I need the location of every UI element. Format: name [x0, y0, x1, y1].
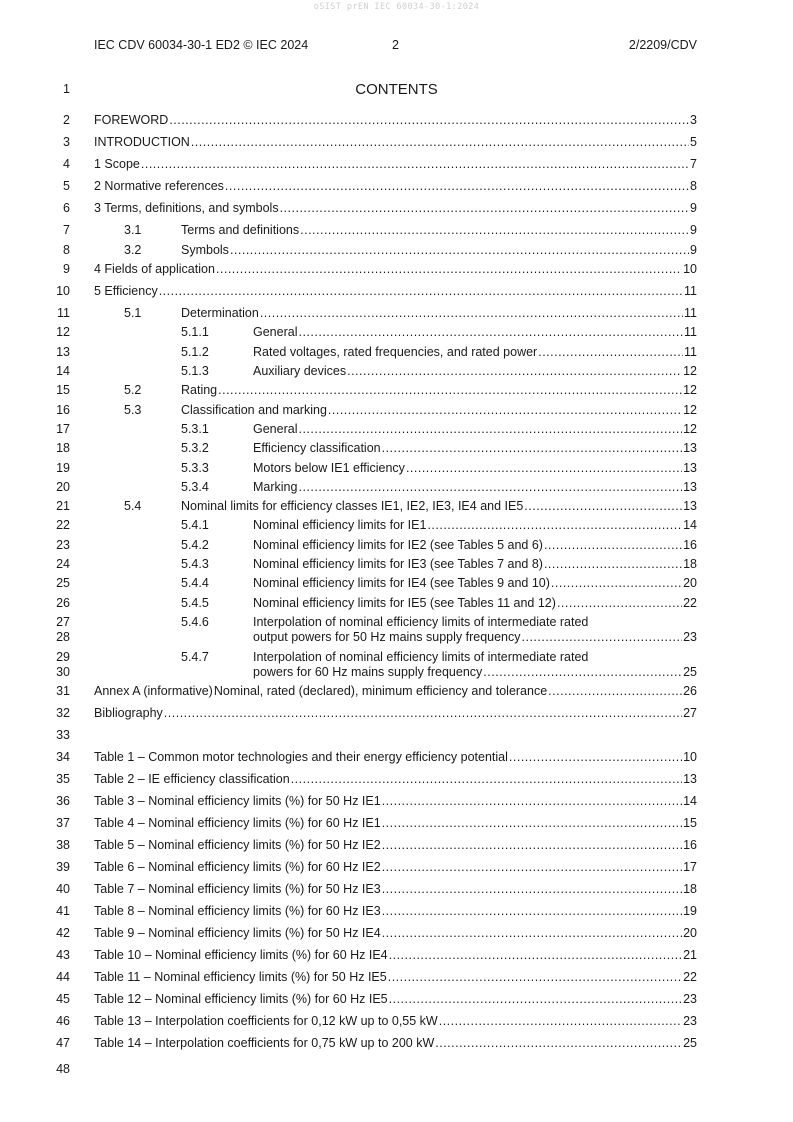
table-title: Table 7 – Nominal efficiency limits (%) for 50 Hz IE3 — [94, 882, 381, 896]
toc-page: 11 — [684, 325, 697, 339]
toc-title: Terms and definitions — [181, 223, 300, 237]
table-title: Table 1 – Common motor technologies and their energy efficiency potential — [94, 750, 508, 764]
line-number: 21 — [56, 499, 70, 513]
toc-page: 20 — [683, 576, 697, 590]
table-page: 17 — [683, 860, 697, 874]
toc-title: Nominal efficiency limits for IE3 (see Tables 7 and 8) — [253, 557, 543, 571]
dot-leader — [260, 306, 683, 320]
toc-title: Annex A (informative) — [94, 684, 213, 698]
toc-page: 25 — [683, 665, 697, 679]
dot-leader — [557, 596, 682, 610]
toc-page: 10 — [683, 262, 697, 276]
dot-leader — [382, 904, 682, 918]
toc-title: General — [253, 325, 298, 339]
line-number: 47 — [56, 1036, 70, 1050]
line-number: 16 — [56, 403, 70, 417]
line-number: 35 — [56, 772, 70, 786]
toc-title: Nominal efficiency limits for IE2 (see Tables 5 and 6) — [253, 538, 543, 552]
dot-leader — [382, 926, 682, 940]
line-number: 11 — [57, 306, 70, 320]
dot-leader — [538, 345, 683, 359]
toc-page: 14 — [683, 518, 697, 532]
line-number: 28 — [56, 630, 70, 644]
toc-page: 18 — [683, 557, 697, 571]
toc-title-annex-subject: Nominal, rated (declared), minimum efficiency and tolerance — [213, 684, 548, 698]
toc-number: 5.1.1 — [181, 325, 209, 339]
dot-leader — [164, 706, 682, 720]
toc-number: 5.4.4 — [181, 576, 209, 590]
toc-number: 5.4.6 — [181, 615, 209, 629]
line-number: 39 — [56, 860, 70, 874]
toc-page: 16 — [683, 538, 697, 552]
toc-title: Motors below IE1 efficiency — [253, 461, 405, 475]
dot-leader — [382, 882, 682, 896]
toc-number: 5.3 — [124, 403, 142, 417]
table-page: 14 — [683, 794, 697, 808]
table-title: Table 6 – Nominal efficiency limits (%) for 60 Hz IE2 — [94, 860, 381, 874]
toc-page: 26 — [683, 684, 697, 698]
line-number: 46 — [56, 1014, 70, 1028]
table-page: 15 — [683, 816, 697, 830]
table-page: 21 — [683, 948, 697, 962]
line-number: 19 — [56, 461, 70, 475]
line-number: 3 — [63, 135, 70, 149]
dot-leader — [439, 1014, 682, 1028]
table-title: Table 2 – IE efficiency classification — [94, 772, 290, 786]
table-title: Table 10 – Nominal efficiency limits (%) for 60 Hz IE4 — [94, 948, 388, 962]
toc-page: 13 — [683, 499, 697, 513]
header-document-id: IEC CDV 60034-30-1 ED2 © IEC 2024 — [94, 38, 309, 52]
table-page: 20 — [683, 926, 697, 940]
toc-page: 12 — [683, 383, 697, 397]
table-page: 19 — [683, 904, 697, 918]
toc-title: 3 Terms, definitions, and symbols — [94, 201, 279, 215]
toc-title: Rating — [181, 383, 218, 397]
line-number: 17 — [56, 422, 70, 436]
toc-page: 8 — [690, 179, 697, 193]
dot-leader — [300, 223, 689, 237]
line-number: 2 — [63, 113, 70, 127]
toc-number: 5.1.3 — [181, 364, 209, 378]
line-number: 20 — [56, 480, 70, 494]
table-page: 10 — [683, 750, 697, 764]
line-number: 14 — [56, 364, 70, 378]
line-number: 40 — [56, 882, 70, 896]
dot-leader — [141, 157, 689, 171]
toc-page: 9 — [690, 223, 697, 237]
dot-leader — [382, 860, 682, 874]
table-page: 25 — [683, 1036, 697, 1050]
line-number: 34 — [56, 750, 70, 764]
toc-number: 5.1.2 — [181, 345, 209, 359]
toc-title: 4 Fields of application — [94, 262, 215, 276]
dot-leader — [382, 838, 682, 852]
toc-page: 27 — [683, 706, 697, 720]
toc-title: Interpolation of nominal efficiency limits of intermediate rated — [253, 650, 589, 664]
toc-number: 5.4 — [124, 499, 142, 513]
line-number: 27 — [56, 615, 70, 629]
toc-number: 5.4.2 — [181, 538, 209, 552]
toc-title: Nominal efficiency limits for IE5 (see Tables 11 and 12) — [253, 596, 556, 610]
dot-leader — [382, 816, 682, 830]
toc-title: General — [253, 422, 298, 436]
toc-page: 13 — [683, 441, 697, 455]
line-number: 7 — [63, 223, 70, 237]
dot-leader — [522, 630, 683, 644]
toc-title: Determination — [181, 306, 259, 320]
dot-leader — [230, 243, 689, 257]
watermark: oSIST prEN IEC 60034-30-1:2024 — [313, 2, 480, 12]
dot-leader — [280, 201, 689, 215]
toc-number: 3.2 — [124, 243, 142, 257]
toc-title-continuation: output powers for 50 Hz mains supply frequency — [253, 630, 521, 644]
line-number: 25 — [56, 576, 70, 590]
dot-leader — [435, 1036, 682, 1050]
toc-page: 13 — [683, 461, 697, 475]
line-number: 26 — [56, 596, 70, 610]
line-number: 42 — [56, 926, 70, 940]
dot-leader — [159, 284, 683, 298]
line-number: 24 — [56, 557, 70, 571]
toc-title: Classification and marking — [181, 403, 327, 417]
toc-page: 3 — [690, 113, 697, 127]
line-number: 31 — [56, 684, 70, 698]
dot-leader — [298, 480, 682, 494]
line-number: 32 — [56, 706, 70, 720]
toc-number: 5.4.5 — [181, 596, 209, 610]
line-number: 37 — [56, 816, 70, 830]
dot-leader — [551, 576, 682, 590]
line-number: 1 — [63, 82, 70, 96]
toc-number: 5.4.3 — [181, 557, 209, 571]
line-number: 18 — [56, 441, 70, 455]
toc-title: Nominal efficiency limits for IE1 — [253, 518, 427, 532]
toc-title: Auxiliary devices — [253, 364, 347, 378]
toc-title: FOREWORD — [94, 113, 169, 127]
dot-leader — [347, 364, 682, 378]
line-number: 12 — [56, 325, 70, 339]
table-title: Table 8 – Nominal efficiency limits (%) for 60 Hz IE3 — [94, 904, 381, 918]
toc-title-continuation: powers for 60 Hz mains supply frequency — [253, 665, 483, 679]
table-page: 13 — [683, 772, 697, 786]
toc-page: 9 — [690, 201, 697, 215]
table-title: Table 5 – Nominal efficiency limits (%) for 50 Hz IE2 — [94, 838, 381, 852]
toc-number: 5.4.1 — [181, 518, 209, 532]
line-number: 43 — [56, 948, 70, 962]
toc-title: Bibliography — [94, 706, 163, 720]
toc-number: 3.1 — [124, 223, 142, 237]
table-title: Table 13 – Interpolation coefficients for 0,12 kW up to 0,55 kW — [94, 1014, 438, 1028]
dot-leader — [216, 262, 682, 276]
toc-title: 5 Efficiency — [94, 284, 158, 298]
toc-title: Marking — [253, 480, 298, 494]
toc-page: 13 — [683, 480, 697, 494]
dot-leader — [191, 135, 689, 149]
toc-title: Rated voltages, rated frequencies, and rated power — [253, 345, 538, 359]
line-number: 45 — [56, 992, 70, 1006]
dot-leader — [483, 665, 682, 679]
dot-leader — [509, 750, 682, 764]
line-number: 22 — [56, 518, 70, 532]
dot-leader — [388, 970, 682, 984]
line-number: 10 — [56, 284, 70, 298]
dot-leader — [328, 403, 682, 417]
toc-page: 11 — [684, 345, 697, 359]
toc-title: INTRODUCTION — [94, 135, 190, 149]
contents-title: CONTENTS — [355, 81, 438, 98]
dot-leader — [225, 179, 689, 193]
toc-number: 5.2 — [124, 383, 142, 397]
table-page: 22 — [683, 970, 697, 984]
table-title: Table 11 – Nominal efficiency limits (%) for 50 Hz IE5 — [94, 970, 387, 984]
dot-leader — [406, 461, 682, 475]
line-number: 41 — [56, 904, 70, 918]
table-page: 23 — [683, 992, 697, 1006]
dot-leader — [544, 538, 682, 552]
line-number: 4 — [63, 157, 70, 171]
table-title: Table 14 – Interpolation coefficients for 0,75 kW up to 200 kW — [94, 1036, 435, 1050]
line-number: 36 — [56, 794, 70, 808]
toc-number: 5.3.1 — [181, 422, 209, 436]
toc-page: 11 — [684, 284, 697, 298]
header-document-code: 2/2209/CDV — [628, 38, 697, 52]
line-number: 44 — [56, 970, 70, 984]
table-page: 18 — [683, 882, 697, 896]
table-title: Table 12 – Nominal efficiency limits (%) for 60 Hz IE5 — [94, 992, 388, 1006]
dot-leader — [544, 557, 682, 571]
toc-page: 11 — [684, 306, 697, 320]
table-title: Table 3 – Nominal efficiency limits (%) for 50 Hz IE1 — [94, 794, 381, 808]
line-number: 30 — [56, 665, 70, 679]
line-number: 8 — [63, 243, 70, 257]
line-number: 23 — [56, 538, 70, 552]
line-number: 29 — [56, 650, 70, 664]
toc-title: 1 Scope — [94, 157, 140, 171]
dot-leader — [298, 325, 683, 339]
toc-title: Symbols — [181, 243, 229, 257]
toc-number: 5.3.3 — [181, 461, 209, 475]
line-number: 13 — [56, 345, 70, 359]
table-title: Table 4 – Nominal efficiency limits (%) for 60 Hz IE1 — [94, 816, 381, 830]
table-page: 23 — [683, 1014, 697, 1028]
dot-leader — [169, 113, 689, 127]
line-number: 6 — [63, 201, 70, 215]
table-page: 16 — [683, 838, 697, 852]
line-number: 48 — [56, 1062, 70, 1076]
toc-number: 5.3.2 — [181, 441, 209, 455]
line-number: 38 — [56, 838, 70, 852]
toc-title: Efficiency classification — [253, 441, 381, 455]
line-number: 33 — [56, 728, 70, 742]
toc-page: 5 — [690, 135, 697, 149]
dot-leader — [291, 772, 682, 786]
toc-page: 9 — [690, 243, 697, 257]
table-title: Table 9 – Nominal efficiency limits (%) for 50 Hz IE4 — [94, 926, 381, 940]
dot-leader — [382, 441, 682, 455]
toc-page: 12 — [683, 422, 697, 436]
toc-title: Interpolation of nominal efficiency limits of intermediate rated — [253, 615, 589, 629]
dot-leader — [524, 499, 682, 513]
toc-page: 12 — [683, 364, 697, 378]
dot-leader — [427, 518, 682, 532]
line-number: 15 — [56, 383, 70, 397]
toc-page: 22 — [683, 596, 697, 610]
toc-page: 23 — [683, 630, 697, 644]
toc-title: Nominal limits for efficiency classes IE1, IE2, IE3, IE4 and IE5 — [181, 499, 524, 513]
toc-number: 5.1 — [124, 306, 142, 320]
dot-leader — [389, 948, 682, 962]
toc-number: 5.3.4 — [181, 480, 209, 494]
dot-leader — [389, 992, 682, 1006]
toc-page: 12 — [683, 403, 697, 417]
dot-leader — [298, 422, 682, 436]
toc-title: Nominal efficiency limits for IE4 (see Tables 9 and 10) — [253, 576, 550, 590]
line-number: 5 — [63, 179, 70, 193]
header-page-number: 2 — [392, 38, 399, 52]
toc-number: 5.4.7 — [181, 650, 209, 664]
toc-page: 7 — [690, 157, 697, 171]
line-number: 9 — [63, 262, 70, 276]
dot-leader — [218, 383, 682, 397]
toc-title: 2 Normative references — [94, 179, 224, 193]
dot-leader — [548, 684, 682, 698]
dot-leader — [382, 794, 682, 808]
